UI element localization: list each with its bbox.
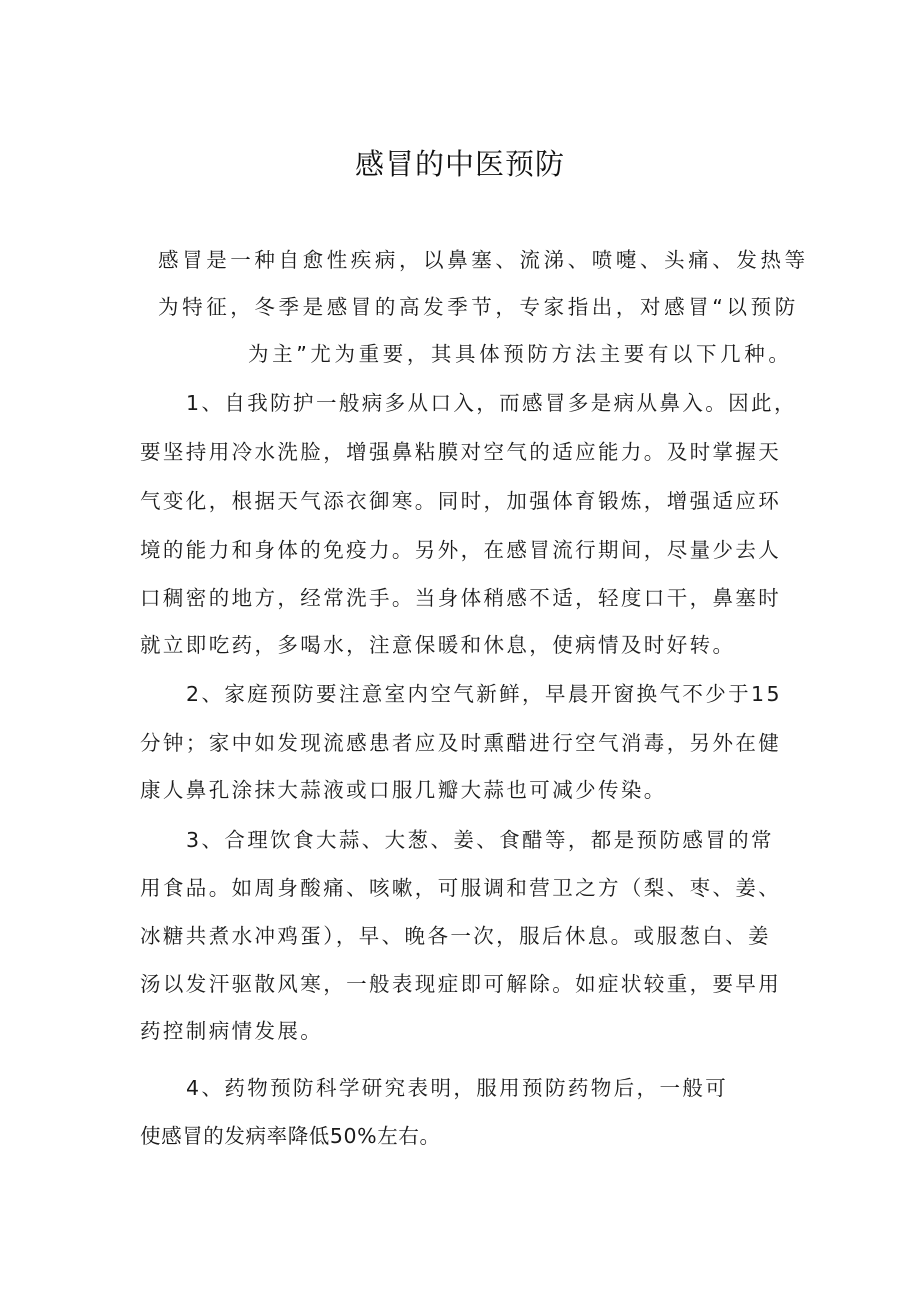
paragraph-line: 用食品。如周身酸痛、咳嗽，可服调和营卫之方（梨、枣、姜、 bbox=[140, 876, 782, 900]
paragraph-line: 要坚持用冷水洗脸，增强鼻粘膜对空气的适应能力。及时掌握天 bbox=[140, 440, 782, 464]
intro-line: 为主”尤为重要，其具体预防方法主要有以下几种。 bbox=[248, 342, 793, 366]
paragraph-line: 口稠密的地方，经常洗手。当身体稍感不适，轻度口干，鼻塞时 bbox=[140, 586, 782, 610]
paragraph-line: 汤以发汗驱散风寒，一般表现症即可解除。如症状较重，要早用 bbox=[140, 972, 782, 996]
paragraph-line: 冰糖共煮水冲鸡蛋），早、晚各一次，服后休息。或服葱白、姜 bbox=[140, 924, 771, 948]
paragraph-line: 气变化，根据天气添衣御寒。同时，加强体育锻炼，增强适应环 bbox=[140, 489, 782, 513]
paragraph-line: 3、合理饮食大蒜、大葱、姜、食醋等，都是预防感冒的常 bbox=[186, 828, 774, 852]
paragraph-line: 1、自我防护一般病多从口入，而感冒多是病从鼻入。因此， bbox=[186, 391, 797, 415]
paragraph-line: 使感冒的发病率降低50%左右。 bbox=[140, 1124, 441, 1148]
page-title: 感冒的中医预防 bbox=[354, 147, 565, 181]
paragraph-line: 境的能力和身体的免疫力。另外，在感冒流行期间，尽量少去人 bbox=[140, 538, 782, 562]
intro-line: 感冒是一种自愈性疾病，以鼻塞、流涕、喷嚏、头痛、发热等 bbox=[158, 248, 809, 272]
paragraph-line: 4、药物预防科学研究表明，服用预防药物后，一般可 bbox=[186, 1076, 729, 1100]
paragraph-line: 分钟；家中如发现流感患者应及时熏醋进行空气消毒，另外在健 bbox=[140, 731, 782, 755]
intro-line: 为特征，冬季是感冒的高发季节，专家指出，对感冒“以预防 bbox=[158, 295, 799, 319]
paragraph-line: 康人鼻孔涂抹大蒜液或口服几瓣大蒜也可减少传染。 bbox=[140, 778, 667, 802]
paragraph-line: 2、家庭预防要注意室内空气新鲜，早晨开窗换气不少于15 bbox=[186, 682, 782, 706]
paragraph-line: 就立即吃药，多喝水，注意保暖和休息，使病情及时好转。 bbox=[140, 633, 736, 657]
paragraph-line: 药控制病情发展。 bbox=[140, 1019, 324, 1043]
